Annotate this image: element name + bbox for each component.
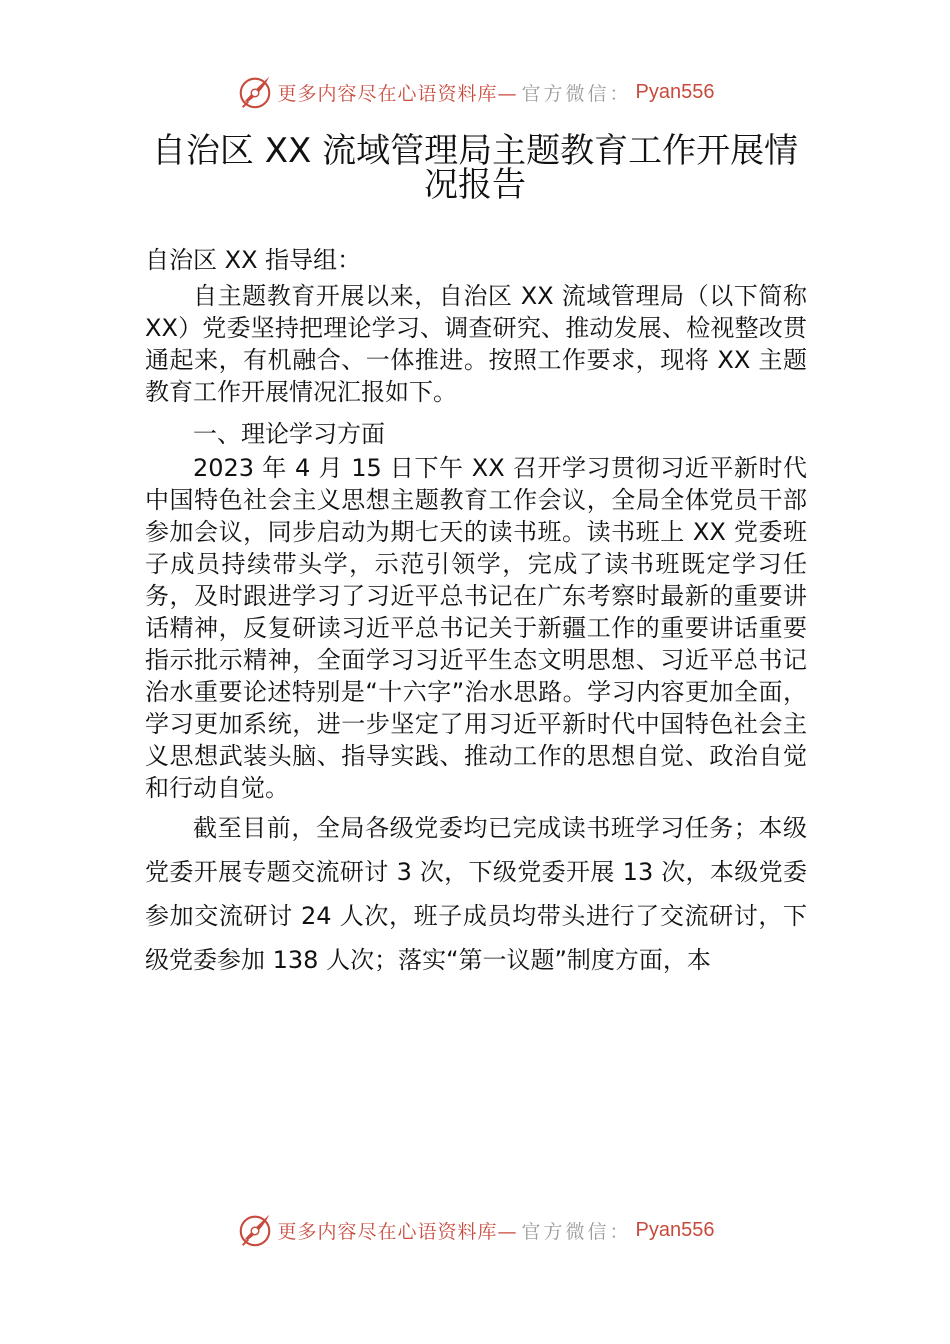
intro-paragraph: 自主题教育开展以来，自治区 XX 流域管理局（以下简称 XX）党委坚持把理论学习、调查研究、推动发展、检视整改贯通起来，有机融合、一体推进。按照工作要求，现将 XX 主题教育工作开展情况汇报如下。 <box>145 282 807 406</box>
document-body <box>145 244 807 982</box>
watermark-wechat-label: 官方微信： <box>521 82 632 105</box>
header-watermark-banner <box>0 70 950 114</box>
document-title: 自治区 XX 流域管理局主题教育工作开展情况报告 <box>151 131 799 205</box>
watermark-wechat-id: Pyan556 <box>635 80 715 103</box>
section-heading: 一、理论学习方面 <box>193 420 385 448</box>
watermark-wechat-label: 官方微信： <box>521 1220 632 1243</box>
salutation: 自治区 XX 指导组： <box>145 246 362 274</box>
quill-logo-icon <box>236 1211 274 1249</box>
quill-logo-icon <box>236 73 274 111</box>
watermark-wechat-id: Pyan556 <box>635 1218 715 1241</box>
body-paragraph: 2023 年 4 月 15 日下午 XX 召开学习贯彻习近平新时代中国特色社会主义思想主题教育工作会议，全局全体党员干部参加会议，同步启动为期七天的读书班。读书班上 XX 党委班子成员持续带头学，示范引领学，完成了读书班既定学习任务，及时跟进学习了习近平总书记在广东考察时最新的重要讲话精神，反复研读习近平总书记关于新疆工作的重要讲话重要指示批示精神，全面学习习近平生态文明思想、习近平总书记治水重要论述特别是“十六字”治水思路。学习内容更加全面，学习更加系统，进一步坚定了用习近平新时代中国特色社会主义思想武装头脑、指导实践、推动工作的思想自觉、政治自觉和行动自觉。 <box>145 454 807 802</box>
footer-watermark-banner <box>0 1208 950 1252</box>
watermark-text: 更多内容尽在心语资料库— <box>277 1220 518 1243</box>
watermark-text: 更多内容尽在心语资料库— <box>277 82 518 105</box>
body-paragraph: 截至目前，全局各级党委均已完成读书班学习任务；本级党委开展专题交流研讨 3 次，下级党委开展 13 次，本级党委参加交流研讨 24 人次，班子成员均带头进行了交流研讨，下级党委参加 138 人次；落实“第一议题”制度方面，本 <box>145 814 807 974</box>
